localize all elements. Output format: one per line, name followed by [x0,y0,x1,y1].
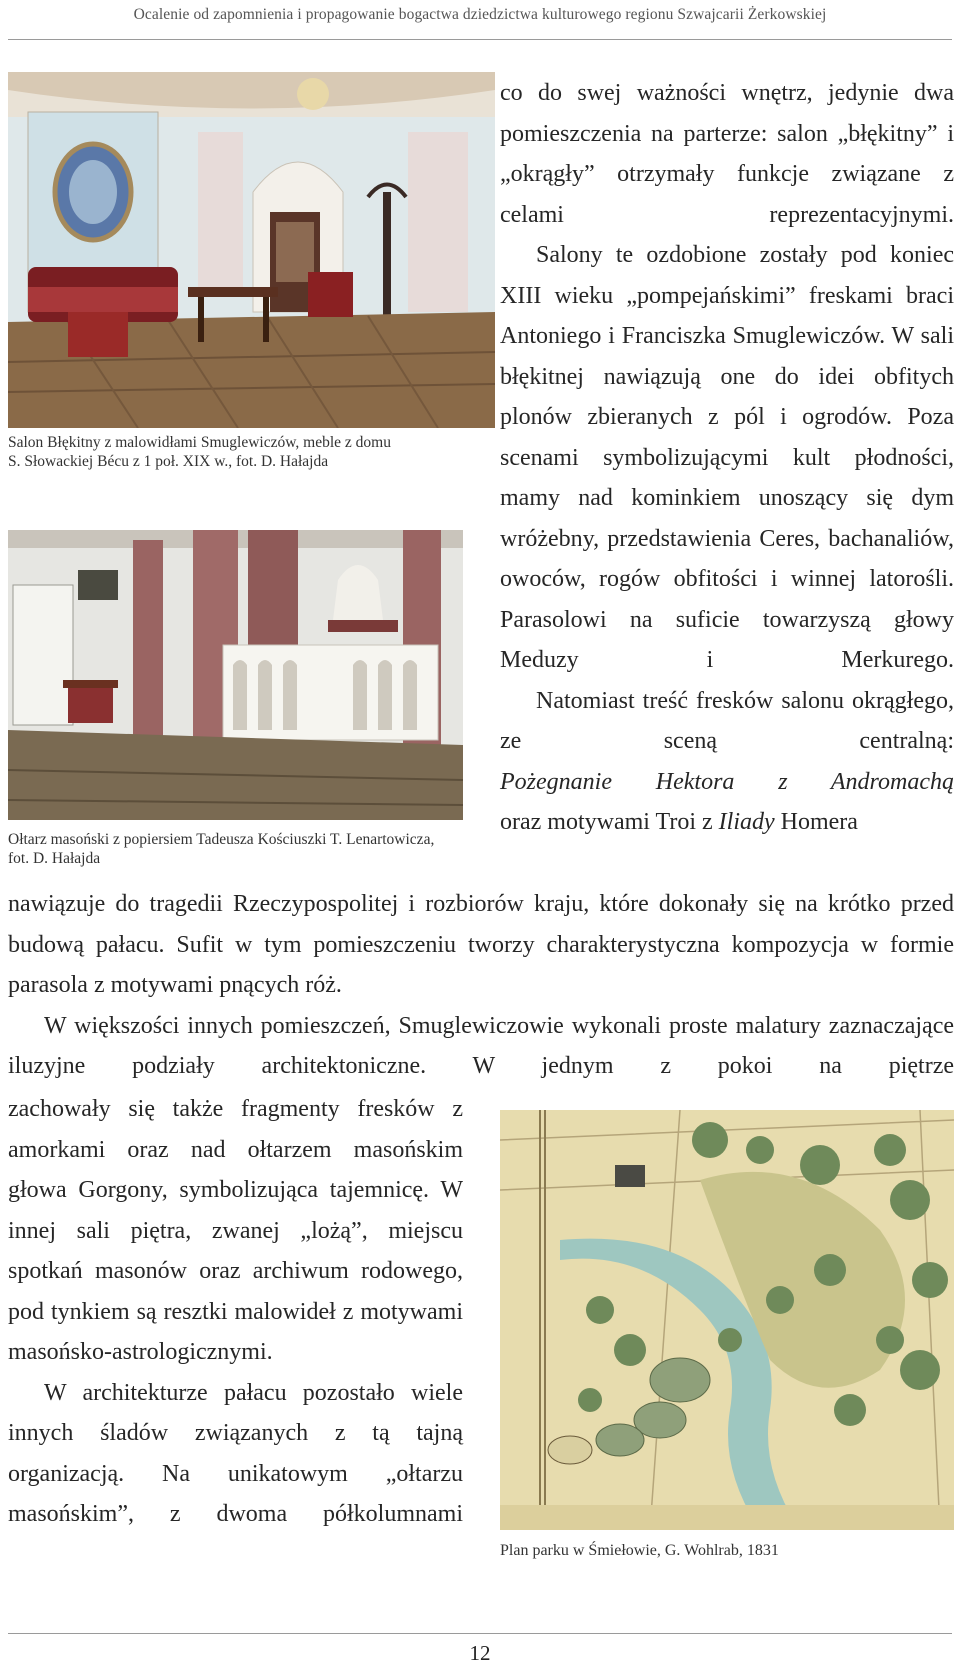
text-span: oraz motywami Troi z [500,809,713,835]
paragraph: co do swej ważności wnętrz, jedynie dwa pomieszczenia na parterze: salon „błękitny” i „okrągły” otrzymały funkcje związane z celami reprezentacyjnymi. [500,80,954,228]
left-column-text [8,1089,463,1535]
paragraph [500,802,954,843]
caption-masonic-altar: Ołtarz masoński z popiersiem Tadeusza Kościuszki T. Lenartowicza, fot. D. Hałajda [8,831,435,867]
paragraph: Salony te ozdobione zostały pod koniec XIII wieku „pompejańskimi” freskami braci Antoniego i Franciszka Smuglewiczów. W sali błękitnej nawiązują one do idei obfitych plonów zbieranych z pól i ogrodów. Poza scenami symbolizującymi kult płodności, mamy nad kominkiem unoszący się dym wróżebny, przedstawienia Ceres, bachanaliów, owoców, rogów obfitości i winnej latorośli. Parasolowi na suficie towarzyszą głowy Meduzy i Merkurego. [500,242,954,673]
text-span: Homera [780,809,858,835]
paragraph: nawiązuje do tragedii Rzeczypospolitej i rozbiorów kraju, które dokonały się na krótko przed budową pałacu. Sufit w tym pomieszczeniu tworzy charakterystyczna kompozycja w formie parasola z motywami pnących róż. [8,891,954,998]
header-rule [8,39,952,40]
caption-blue-salon: Salon Błękitny z malowidłami Smuglewiczów, meble z domu S. Słowackiej Bécu z 1 poł. XIX w., fot. D. Hałajda [8,434,391,470]
full-width-text [8,884,954,1087]
paragraph-italic-title [500,762,954,803]
caption-park-plan: Plan parku w Śmiełowie, G. Wohlrab, 1831 [500,1542,779,1559]
photo-park-plan [500,1110,954,1530]
footer-rule [8,1633,952,1634]
italic-title: Pożegnanie Hektora z Andromachą [500,768,954,795]
page-number: 12 [469,1641,491,1665]
paragraph: W architekturze pałacu pozostało wiele innych śladów związanych z tą tajną organizacją. Na unikatowym „ołtarzu masońskim”, z dwoma półkolumnami [8,1379,463,1527]
running-header: Ocalenie od zapomnienia i propagowanie bogactwa dziedzictwa kulturowego regionu Szwajcarii Żerkowskiej [133,6,827,23]
photo-masonic-altar [8,530,463,820]
paragraph: Natomiast treść fresków salonu okrągłego, ze sceną centralną: [500,687,954,754]
paragraph: W większości innych pomieszczeń, Smuglewiczowie wykonali proste malatury zaznaczające iluzyjne podziały architektoniczne. W jednym z pokoi na piętrze [8,1012,954,1079]
photo-blue-salon [8,72,495,428]
right-column-text [500,73,954,843]
paragraph: zachowały się także fragmenty fresków z amorkami oraz nad ołtarzem masońskim głowa Gorgony, symbolizująca tajemnicę. W innej sali piętra, zwanej „lożą”, miejscu spotkań masonów oraz archiwum rodowego, pod tynkiem są resztki malowideł z motywami masońsko-astrologicznymi. [8,1096,463,1365]
italic-title: Iliady [718,809,775,835]
